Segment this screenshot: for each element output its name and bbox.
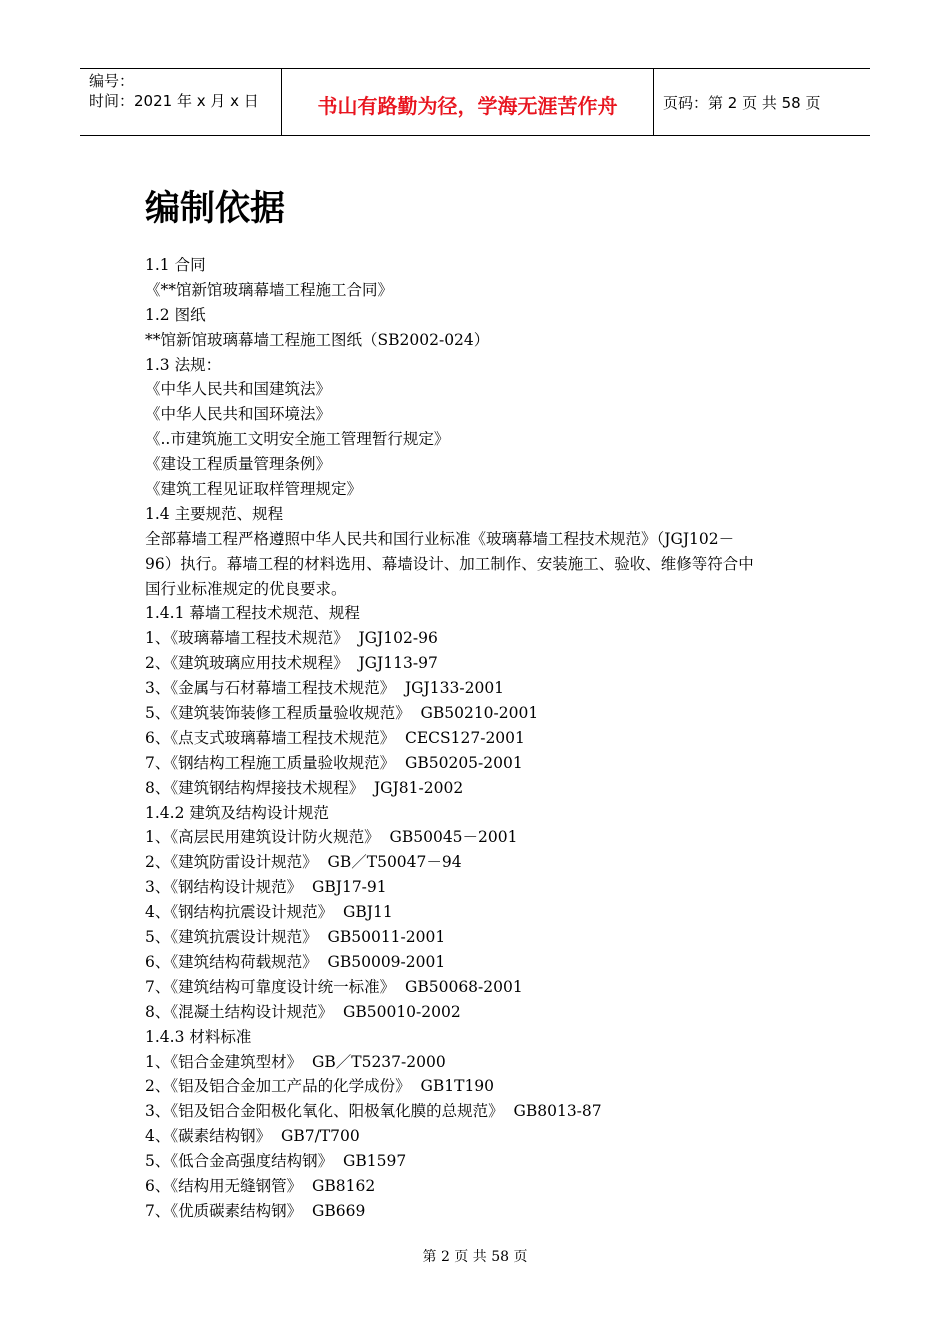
body-line: 1.4 主要规范、规程 [145, 504, 284, 523]
body-line: 1、《玻璃幕墙工程技术规范》 JGJ102-96 [145, 629, 438, 648]
body-line: 96）执行。幕墙工程的材料选用、幕墙设计、加工制作、安装施工、验收、维修等符合中 [145, 554, 754, 573]
body-line: 7、《建筑结构可靠度设计统一标准》 GB50068-2001 [145, 977, 523, 996]
body-line: 5、《低合金高强度结构钢》 GB1597 [145, 1152, 407, 1171]
body-line: 1.4.3 材料标准 [145, 1027, 252, 1046]
body-line: 1.4.2 建筑及结构设计规范 [145, 803, 329, 822]
document-time: 时间：2021 年 x 月 x 日 [89, 92, 259, 110]
body-line: 1、《高层民用建筑设计防火规范》 GB50045－2001 [145, 828, 518, 847]
body-line: 6、《建筑结构荷载规范》 GB50009-2001 [145, 952, 446, 971]
body-line: 6、《结构用无缝钢管》 GB8162 [145, 1176, 376, 1195]
document-body [145, 253, 810, 1224]
body-line: 1、《铝合金建筑型材》 GB／T5237-2000 [145, 1052, 446, 1071]
body-line: 2、《建筑防雷设计规范》 GB／T50047－94 [145, 853, 462, 872]
body-line: 4、《钢结构抗震设计规范》 GBJ11 [145, 903, 393, 922]
header-motto: 书山有路勤为径，学海无涯苦作舟 [282, 69, 654, 135]
body-line: 8、《混凝土结构设计规范》 GB50010-2002 [145, 1002, 461, 1021]
body-line: 5、《建筑装饰装修工程质量验收规范》 GB50210-2001 [145, 704, 539, 723]
body-line: 3、《铝及铝合金阳极化氧化、阳极氧化膜的总规范》 GB8013-87 [145, 1102, 602, 1121]
body-line: 2、《建筑玻璃应用技术规程》 JGJ113-97 [145, 654, 438, 673]
body-line: 3、《钢结构设计规范》 GBJ17-91 [145, 878, 387, 897]
body-line: 《**馆新馆玻璃幕墙工程施工合同》 [145, 280, 394, 299]
body-line: 1.3 法规： [145, 355, 222, 374]
body-line: 1.1 合同 [145, 256, 206, 274]
header-page-info: 页码：第 2 页 共 58 页 [663, 93, 821, 112]
body-line: 全部幕墙工程严格遵照中华人民共和国行业标准《玻璃幕墙工程技术规范》（JGJ102－ [145, 529, 735, 548]
body-line: 4、《碳素结构钢》 GB7/T700 [145, 1127, 360, 1146]
body-line: 1.4.1 幕墙工程技术规范、规程 [145, 604, 360, 623]
body-line: 2、《铝及铝合金加工产品的化学成份》 GB1T190 [145, 1077, 495, 1096]
body-line: 《中华人民共和国环境法》 [145, 405, 332, 424]
body-line: 6、《点支式玻璃幕墙工程技术规范》 CECS127-2001 [145, 728, 525, 747]
body-line: 1.2 图纸 [145, 305, 206, 324]
body-line: 《建筑工程见证取样管理规定》 [145, 480, 363, 499]
document-number-label: 编号： [89, 72, 135, 90]
body-line: 《建设工程质量管理条例》 [145, 455, 332, 474]
body-line: 7、《优质碳素结构钢》 GB669 [145, 1201, 366, 1220]
body-line: 7、《钢结构工程施工质量验收规范》 GB50205-2001 [145, 753, 523, 772]
header-meta [80, 69, 282, 135]
body-line: 国行业标准规定的优良要求。 [145, 579, 347, 598]
body-line: 8、《建筑钢结构焊接技术规程》 JGJ81-2002 [145, 778, 464, 797]
page-title: 编制依据 [145, 189, 286, 229]
body-line: 《中华人民共和国建筑法》 [145, 380, 332, 399]
page-footer: 第 2 页 共 58 页 [422, 1249, 528, 1265]
page-header [80, 68, 870, 136]
body-line: 《..市建筑施工文明安全施工管理暂行规定》 [145, 430, 450, 449]
body-line: 3、《金属与石材幕墙工程技术规范》 JGJ133-2001 [145, 679, 505, 698]
body-line: **馆新馆玻璃幕墙工程施工图纸（SB2002-024） [145, 330, 490, 349]
body-line: 5、《建筑抗震设计规范》 GB50011-2001 [145, 928, 446, 947]
